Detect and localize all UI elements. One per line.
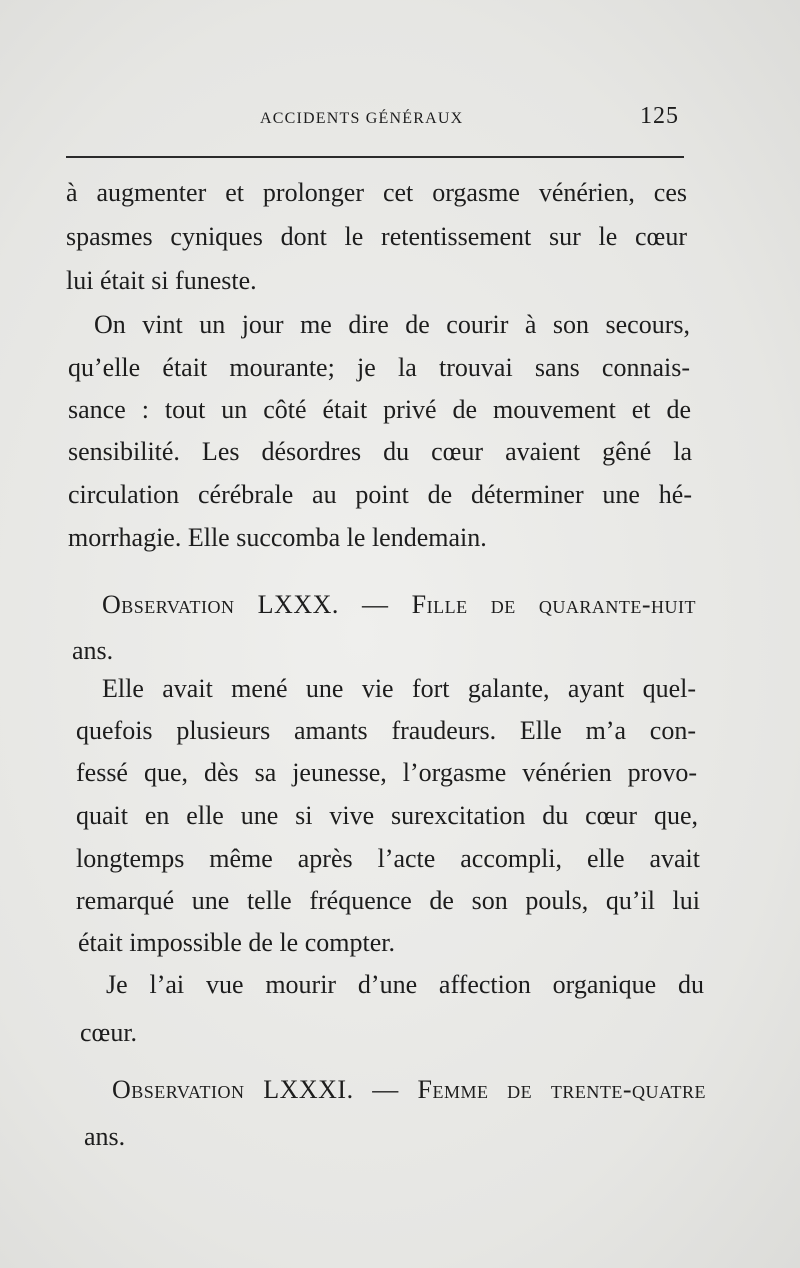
header-rule	[66, 156, 684, 158]
text-line: quefois plusieurs amants fraudeurs. Elle m’a con-	[76, 716, 696, 745]
text-line: sance : tout un côté était privé de mouvement et de	[68, 395, 691, 424]
page-number: 125	[640, 103, 679, 129]
text-line: ans.	[84, 1122, 126, 1151]
text-line: était impossible de le compter.	[78, 928, 395, 957]
observation-heading: Observation LXXX. — Fille de quarante-huit	[102, 590, 696, 619]
text-line: remarqué une telle fréquence de son pouls, qu’il lui	[76, 886, 700, 915]
text-line: cœur.	[80, 1018, 138, 1047]
text-line: longtemps même après l’acte accompli, elle avait	[76, 844, 700, 873]
running-title: ACCIDENTS GÉNÉRAUX	[260, 110, 464, 127]
text-line: ans.	[72, 636, 114, 665]
text-line: qu’elle était mourante; je la trouvai sans connais-	[68, 353, 690, 382]
text-line: Elle avait mené une vie fort galante, ayant quel-	[102, 674, 696, 703]
text-line: spasmes cyniques dont le retentissement sur le cœur	[66, 222, 687, 251]
text-line: On vint un jour me dire de courir à son secours,	[94, 310, 690, 339]
text-line: à augmenter et prolonger cet orgasme vénérien, ces	[66, 178, 687, 207]
text-line: fessé que, dès sa jeunesse, l’orgasme vénérien provo-	[76, 758, 697, 787]
text-line: sensibilité. Les désordres du cœur avaient gêné la	[68, 437, 692, 466]
text-line: circulation cérébrale au point de déterminer une hé-	[68, 480, 692, 509]
text-line: Je l’ai vue mourir d’une affection organique du	[106, 970, 704, 999]
text-line: morrhagie. Elle succomba le lendemain.	[68, 523, 487, 552]
text-line: lui était si funeste.	[66, 266, 257, 295]
observation-heading: Observation LXXXI. — Femme de trente-quatre	[112, 1075, 706, 1104]
text-line: quait en elle une si vive surexcitation du cœur que,	[76, 801, 698, 830]
